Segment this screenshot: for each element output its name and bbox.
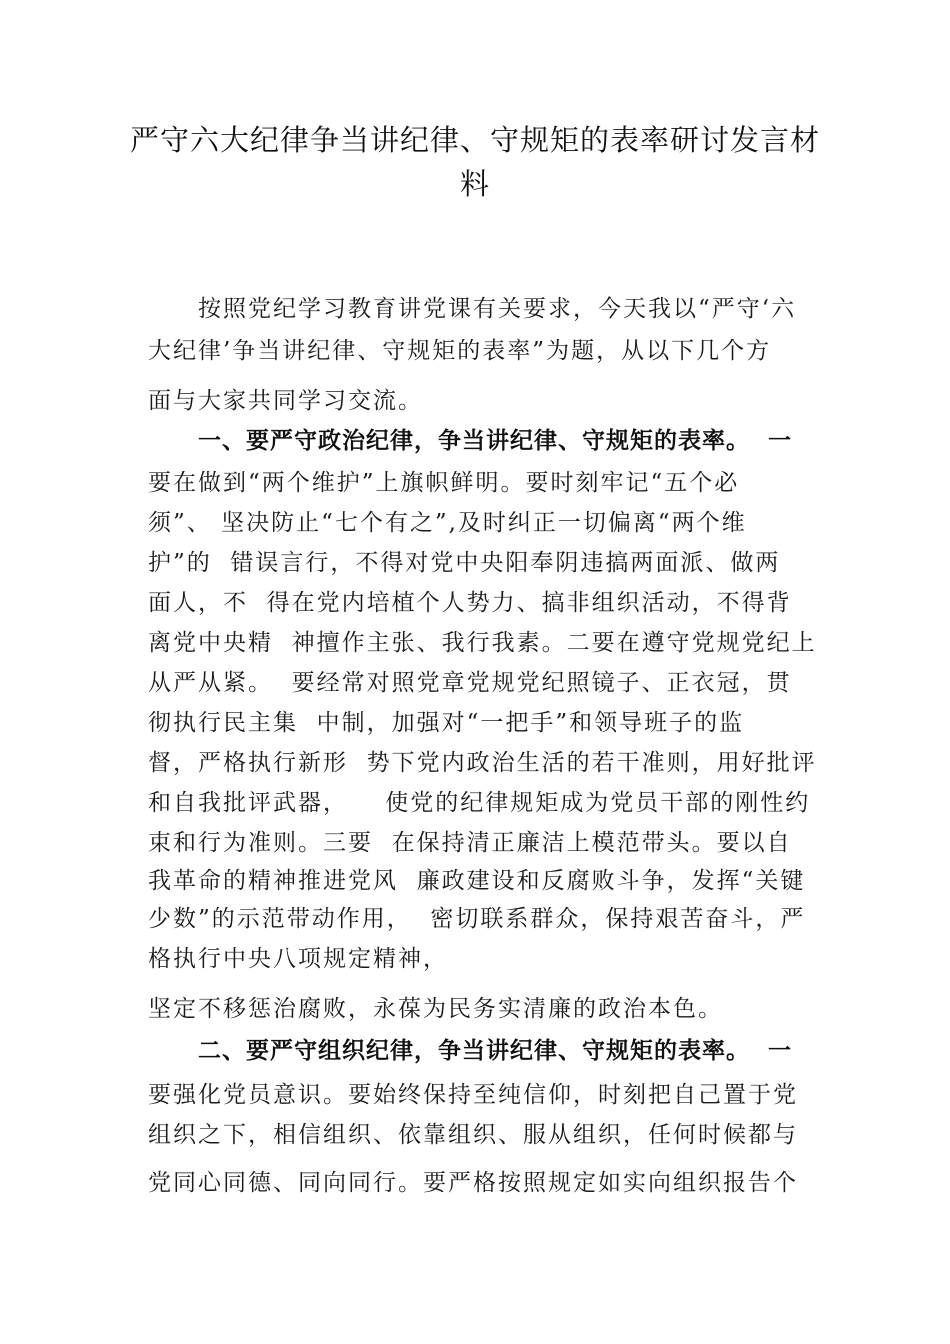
section-heading-1: 一、要严守政治纪律，争当讲纪律、守规矩的表率。 一 bbox=[198, 428, 793, 454]
body-line: 组织之下，相信组织、依靠组织、服从组织，任何时候都与 bbox=[148, 1122, 798, 1148]
body-line: 彻执行民主集 中制，加强对“一把手”和领导班子的监 bbox=[148, 710, 745, 736]
title-line-2: 料 bbox=[459, 167, 490, 201]
title-line-1: 严守六大纪律争当讲纪律、守规矩的表率研讨发言材 bbox=[130, 123, 821, 157]
body-line: 我革命的精神推进党风 廉政建设和反腐败斗争，发挥“关键 bbox=[148, 868, 806, 894]
body-line: 坚定不移惩治腐败，永葆为民务实清廉的政治本色。 bbox=[148, 996, 723, 1022]
body-line: 和自我批评武器， 使党的纪律规矩成为党员干部的刚性约 bbox=[148, 790, 811, 816]
body-line: 束和行为准则。三要 在保持清正廉洁上模范带头。要以自 bbox=[148, 830, 792, 856]
page-title bbox=[130, 118, 820, 206]
body-line: 要强化党员意识。要始终保持至纯信仰，时刻把自己置于党 bbox=[148, 1082, 798, 1108]
body-line: 格执行中央八项规定精神， bbox=[148, 946, 448, 972]
body-line: 须”、 坚决防止“七个有之”,及时纠正一切偏离“两个维 bbox=[148, 510, 747, 536]
body-line: 离党中央精 神擅作主张、我行我素。二要在遵守党规党纪上 bbox=[148, 630, 817, 656]
body-line: 大纪律’争当讲纪律、守规矩的表率”为题，从以下几个方 bbox=[148, 338, 772, 364]
body-line: 党同心同德、同向同行。要严格按照规定如实向组织报告个 bbox=[148, 1170, 798, 1196]
body-line: 少数”的示范带动作用， 密切联系群众，保持艰苦奋斗，严 bbox=[148, 906, 806, 932]
section-heading-2: 二、要严守组织纪律，争当讲纪律、守规矩的表率。 一 bbox=[198, 1038, 793, 1064]
body-line: 护”的 错误言行，不得对党中央阳奉阴违搞两面派、做两 bbox=[148, 550, 781, 576]
body-line: 面与大家共同学习交流。 bbox=[148, 388, 423, 414]
body-line: 面人，不 得在党内培植个人势力、搞非组织活动，不得背 bbox=[148, 590, 792, 616]
body-line: 从严从紧。 要经常对照党章党规党纪照镜子、正衣冠，贯 bbox=[148, 670, 792, 696]
body-line: 要在做到“两个维护”上旗帜鲜明。要时刻牢记“五个必 bbox=[148, 470, 740, 496]
body-line: 督，严格执行新形 势下党内政治生活的若干准则，用好批评 bbox=[148, 750, 817, 776]
body-line: 按照党纪学习教育讲党课有关要求，今天我以“严守‘六 bbox=[198, 296, 797, 322]
